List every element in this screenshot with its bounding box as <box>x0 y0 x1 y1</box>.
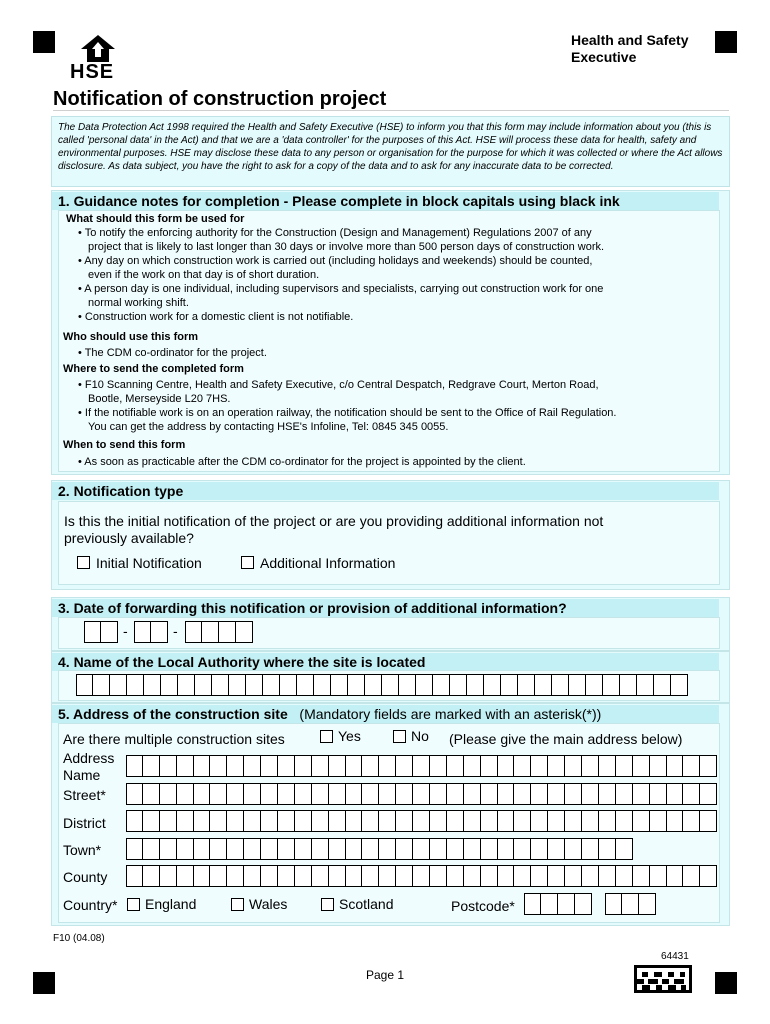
form-code: 64431 <box>661 951 689 962</box>
district-label: District <box>63 815 106 831</box>
main-address-note: (Please give the main address below) <box>449 731 683 747</box>
local-authority-input[interactable] <box>76 674 688 696</box>
multiple-sites-no-checkbox[interactable] <box>393 730 406 743</box>
guidance-subheading: What should this form be used for <box>66 213 245 225</box>
additional-information-label: Additional Information <box>260 555 396 571</box>
initial-notification-checkbox[interactable] <box>77 556 90 569</box>
date-separator: - <box>173 623 178 639</box>
guidance-item: • To notify the enforcing authority for the Construction (Design and Management) Regulations 2007 of any project that is likely to last longer than 30 days or involve more than 500 person days of construction work. • Any day on which construction work is carried out (including holidays and weekends) should be counted, even if the work on that day is of short duration. • A person day is one individual, including supervisors and specialists, carrying out construction work for one normal working shift. • Construction work for a domestic client is not notifiable. <box>78 227 605 323</box>
section-2-heading: 2. Notification type <box>52 482 719 500</box>
page-number: Page 1 <box>366 968 405 982</box>
guidance-item: • The CDM co-ordinator for the project. <box>78 347 267 359</box>
registration-mark-bottom-right <box>715 972 737 994</box>
country-scotland-label: Scotland <box>339 896 394 912</box>
registration-mark-top-left <box>33 31 55 53</box>
multiple-sites-question: Are there multiple construction sites <box>63 731 285 747</box>
town-label: Town* <box>63 842 102 858</box>
section-5-heading: 5. Address of the construction site (Mandatory fields are marked with an asterisk(*)) <box>52 705 719 723</box>
town-input[interactable] <box>126 838 633 860</box>
section-3-heading: 3. Date of forwarding this notification or provision of additional information? <box>52 599 719 617</box>
postcode-inward-input[interactable] <box>605 893 656 915</box>
title-rule <box>53 110 729 111</box>
guidance-item: • As soon as practicable after the CDM co-ordinator for the project is appointed by the client. <box>78 456 526 468</box>
address-name-label: Address Name <box>63 750 115 783</box>
country-wales-checkbox[interactable] <box>231 898 244 911</box>
guidance-subheading: Where to send the completed form <box>63 363 244 375</box>
multiple-sites-yes-label: Yes <box>338 728 361 744</box>
hse-logo-icon <box>78 34 118 64</box>
country-wales-label: Wales <box>249 896 288 912</box>
registration-mark-top-right <box>715 31 737 53</box>
date-month-input[interactable] <box>134 621 168 643</box>
postcode-label: Postcode* <box>451 898 515 914</box>
country-england-label: England <box>145 896 197 912</box>
date-year-input[interactable] <box>185 621 253 643</box>
multiple-sites-yes-checkbox[interactable] <box>320 730 333 743</box>
initial-notification-label: Initial Notification <box>96 555 202 571</box>
country-scotland-checkbox[interactable] <box>321 898 334 911</box>
registration-mark-bottom-left <box>33 972 55 994</box>
guidance-subheading: When to send this form <box>63 439 186 451</box>
date-day-input[interactable] <box>84 621 118 643</box>
data-protection-notice: The Data Protection Act 1998 required the Health and Safety Executive (HSE) to inform you that this form may include information about you (this is called 'personal data' in the Act) and that we are a 'data controller' for the purposes of this Act. HSE will process these data for health, safety and environmental purposes. HSE may disclose these data to any person or organisation for the purpose for which it was collected or where the Act allows disclosure. As data subject, you have the right to ask for a copy of the data and to ask for any inaccurate data to be corrected. <box>51 116 730 187</box>
district-input[interactable] <box>126 810 717 832</box>
section-4-heading: 4. Name of the Local Authority where the site is located <box>52 653 719 671</box>
additional-information-checkbox[interactable] <box>241 556 254 569</box>
section-1-heading: 1. Guidance notes for completion - Please complete in block capitals using black ink <box>52 192 719 210</box>
county-label: County <box>63 869 108 885</box>
form-reference: F10 (04.08) <box>53 933 105 944</box>
form-code-barcode-icon <box>634 965 692 993</box>
postcode-outward-input[interactable] <box>524 893 592 915</box>
logo-text: HSE <box>70 61 115 83</box>
date-separator: - <box>123 623 128 639</box>
page-title: Notification of construction project <box>53 88 387 110</box>
address-name-input[interactable] <box>126 755 717 777</box>
multiple-sites-no-label: No <box>411 728 429 744</box>
notification-type-question: Is this the initial notification of the project or are you providing additional information not previously available? <box>64 513 604 546</box>
country-england-checkbox[interactable] <box>127 898 140 911</box>
guidance-item: • F10 Scanning Centre, Health and Safety Executive, c/o Central Despatch, Redgrave Court, Merton Road, Bootle, Merseyside L20 7HS. • If the notifiable work is on an operation railway, the notification should be sent to the Office of Rail Regulation. You can get the address by contacting HSE's Infoline, Tel: 0845 345 0055. <box>78 379 617 433</box>
country-label: Country* <box>63 897 118 913</box>
county-input[interactable] <box>126 865 717 887</box>
street-label: Street* <box>63 787 106 803</box>
org-name: Health and Safety Executive <box>571 32 689 65</box>
guidance-subheading: Who should use this form <box>63 331 199 343</box>
street-input[interactable] <box>126 783 717 805</box>
